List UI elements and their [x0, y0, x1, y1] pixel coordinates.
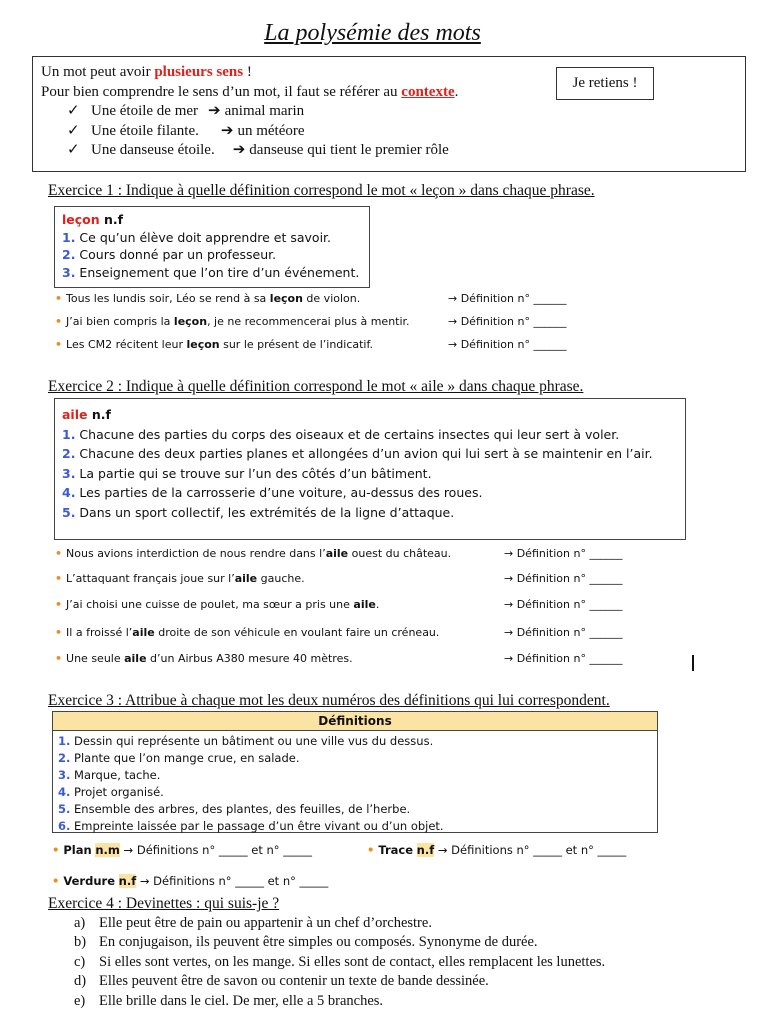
target-word: aile: [353, 598, 376, 611]
bullet-icon: •: [55, 315, 63, 328]
definition-line: [62, 464, 685, 484]
lesson-text: Pour bien comprendre le sens d’un mot, il faut se référer au: [41, 83, 402, 100]
example-left: Une étoile filante.: [91, 122, 199, 139]
item-text: En conjugaison, ils peuvent être simples ou composés. Synonyme de durée.: [99, 934, 538, 951]
item-letter: a): [74, 915, 86, 931]
definition-header: [62, 405, 685, 425]
lesson-emphasis: plusieurs sens: [154, 64, 244, 80]
part-of-speech: n.f: [118, 874, 137, 888]
bullet-icon: •: [55, 547, 63, 560]
answer-blank: → Définitions n° _____ et n° _____: [136, 874, 329, 888]
definition-text: Projet organisé.: [70, 785, 164, 799]
exercise-3-title: Exercice 3 : Attribue à chaque mot les deux numéros des définitions qui lui correspondent.: [48, 692, 610, 709]
part-of-speech: n.f: [99, 212, 124, 227]
target-word: aile: [325, 547, 349, 560]
definition-text: Plante que l’on mange crue, en salade.: [70, 751, 300, 765]
definition-number: 2.: [62, 446, 76, 461]
part-of-speech: n.m: [95, 843, 120, 857]
target-word: Plan: [63, 843, 92, 857]
arrow-right-icon: ➔: [232, 142, 246, 158]
bullet-icon: •: [55, 338, 63, 351]
definition-number: 3.: [62, 264, 76, 280]
sentence-text: L’attaquant français joue sur l’: [66, 572, 235, 585]
table-row: [58, 750, 657, 767]
answer-blank: → Définitions n° _____ et n° _____: [119, 843, 312, 857]
definition-text: Dans un sport collectif, les extrémités de la ligne d’attaque.: [75, 504, 455, 520]
answer-blank: → Définition n° ______: [504, 572, 623, 585]
exercise-2-sentence: [55, 626, 439, 639]
list-item: [74, 972, 605, 991]
table-row: [58, 784, 657, 801]
bullet-icon: •: [55, 292, 63, 305]
lesson-text: .: [454, 83, 459, 100]
sentence-text: sur le présent de l’indicatif.: [219, 338, 374, 351]
lesson-text: !: [243, 64, 252, 80]
target-word: leçon: [173, 315, 208, 328]
exercise-2-definition-box: [54, 398, 686, 540]
answer-blank: → Définitions n° _____ et n° _____: [434, 843, 627, 857]
definition-number: 1.: [58, 734, 71, 748]
list-item: [74, 953, 605, 972]
definition-text: La partie qui se trouve sur l’un des côtés d’un bâtiment.: [75, 465, 432, 481]
answer-blank: → Définition n° ______: [448, 338, 567, 351]
item-letter: c): [74, 953, 86, 970]
definition-text: Ensemble des arbres, des plantes, des feuilles, de l’herbe.: [70, 802, 411, 816]
definition-line: [62, 425, 685, 445]
target-word: Trace: [378, 843, 413, 857]
lesson-example: [41, 141, 745, 161]
item-letter: e): [74, 992, 86, 1009]
definition-number: 5.: [58, 802, 71, 816]
exercise-4-title: Exercice 4 : Devinettes : qui suis-je ?: [48, 895, 280, 912]
answer-blank: → Définition n° ______: [504, 652, 623, 665]
list-item: [74, 992, 605, 1011]
sentence-text: Tous les lundis soir, Léo se rend à sa: [66, 292, 270, 305]
bullet-icon: •: [55, 572, 63, 585]
definition-number: 3.: [62, 465, 76, 481]
bullet-icon: •: [55, 626, 63, 639]
exercise-2-sentence: [55, 652, 353, 665]
target-word: aile: [124, 652, 147, 665]
sentence-text: Il a froissé l’: [66, 626, 133, 639]
exercise-2-sentence: [55, 572, 305, 585]
target-word: leçon: [186, 338, 220, 351]
answer-blank: → Définition n° ______: [504, 598, 623, 611]
definition-header: [62, 211, 369, 229]
sentence-text: .: [375, 598, 380, 611]
definition-text: Cours donné par un professeur.: [75, 247, 277, 262]
exercise-1-definition-box: [54, 206, 370, 288]
table-row: [58, 767, 657, 784]
example-right: animal marin: [224, 103, 305, 119]
check-icon: ✓: [67, 122, 80, 139]
part-of-speech: n.f: [416, 843, 435, 857]
sentence-text: droite de son véhicule en voulant faire un créneau.: [154, 626, 440, 639]
sentence-text: gauche.: [257, 572, 305, 585]
item-text: Elles peuvent être de savon ou contenir un texte de bande dessinée.: [99, 973, 489, 990]
defined-word: aile: [62, 407, 88, 422]
definition-text: Marque, tache.: [70, 768, 161, 782]
word-plan: [52, 843, 312, 857]
exercise-1-sentence: [55, 292, 360, 305]
definition-number: 2.: [62, 247, 76, 262]
definition-line: [62, 246, 369, 264]
bullet-icon: •: [52, 843, 60, 857]
example-left: Une danseuse étoile.: [91, 142, 215, 158]
sentence-text: Une seule: [66, 652, 125, 665]
page-title: La polysémie des mots: [264, 20, 481, 46]
bullet-icon: •: [367, 843, 375, 857]
definition-text: Chacune des parties du corps des oiseaux et de certains insectes qui leur sert à voler.: [75, 426, 620, 442]
lesson-text: Un mot peut avoir: [41, 64, 155, 80]
sentence-text: de violon.: [302, 292, 361, 305]
target-word: aile: [132, 626, 155, 639]
definition-text: Empreinte laissée par le passage d’un être vivant ou d’un objet.: [70, 819, 444, 833]
check-icon: ✓: [67, 142, 80, 158]
sentence-text: d’un Airbus A380 mesure 40 mètres.: [146, 652, 353, 665]
list-item: [74, 914, 605, 933]
definition-line: [62, 264, 369, 282]
bullet-icon: •: [52, 874, 60, 888]
sentence-text: Nous avions interdiction de nous rendre dans l’: [66, 547, 326, 560]
exercise-2-title: Exercice 2 : Indique à quelle définition correspond le mot « aile » dans chaque phrase.: [48, 378, 584, 395]
target-word: leçon: [269, 292, 303, 305]
definition-text: Dessin qui représente un bâtiment ou une ville vus du dessus.: [70, 734, 434, 748]
answer-blank: → Définition n° ______: [504, 626, 623, 639]
exercise-1-title: Exercice 1 : Indique à quelle définition correspond le mot « leçon » dans chaque phrase.: [48, 182, 595, 199]
part-of-speech: n.f: [87, 407, 111, 422]
definition-line: [62, 444, 685, 464]
definition-text: Enseignement que l’on tire d’un événement.: [75, 264, 360, 280]
definition-text: Ce qu’un élève doit apprendre et savoir.: [75, 229, 332, 245]
bullet-icon: •: [55, 598, 63, 611]
definition-number: 1.: [62, 426, 76, 442]
item-text: Si elles sont vertes, on les mange. Si elles sont de contact, elles remplacent les lunettes.: [99, 953, 606, 970]
word-trace: [367, 843, 626, 857]
text-cursor: [692, 655, 694, 671]
je-retiens-badge: Je retiens !: [556, 67, 654, 100]
item-letter: b): [74, 934, 87, 951]
target-word: aile: [234, 572, 258, 585]
definition-number: 1.: [62, 229, 76, 245]
definition-text: Chacune des deux parties planes et allongées d’un avion qui lui sert à se maintenir en l’air.: [75, 446, 653, 461]
lesson-emphasis: contexte: [401, 83, 455, 100]
arrow-right-icon: ➔: [208, 103, 221, 119]
lesson-example: [41, 102, 745, 122]
target-word: Verdure: [63, 874, 115, 888]
table-row: [58, 801, 657, 818]
table-row: [58, 733, 657, 750]
sentence-text: ouest du château.: [348, 547, 452, 560]
definitions-table: [52, 711, 658, 833]
arrow-right-icon: ➔: [220, 122, 234, 139]
word-verdure: [52, 874, 328, 888]
definition-line: [62, 503, 685, 523]
definition-line: [62, 229, 369, 247]
check-icon: ✓: [67, 103, 80, 119]
item-text: Elle brille dans le ciel. De mer, elle a 5 branches.: [99, 992, 384, 1009]
example-right: danseuse qui tient le premier rôle: [249, 142, 449, 158]
list-item: [74, 933, 605, 952]
definition-number: 2.: [58, 751, 71, 765]
riddle-list: [74, 914, 605, 1011]
table-header: Définitions: [53, 712, 657, 731]
defined-word: leçon: [62, 212, 100, 227]
definition-number: 3.: [58, 768, 71, 782]
exercise-1-sentence: [55, 315, 410, 328]
definition-number: 6.: [58, 819, 71, 833]
definition-text: Les parties de la carrosserie d’une voiture, au-dessus des roues.: [75, 485, 483, 500]
answer-blank: → Définition n° ______: [504, 547, 623, 560]
item-letter: d): [74, 973, 87, 990]
exercise-2-sentence: [55, 598, 379, 611]
example-left: Une étoile de mer: [91, 103, 199, 119]
definition-number: 4.: [62, 485, 76, 500]
exercise-2-sentence: [55, 547, 451, 560]
definition-line: [62, 483, 685, 503]
table-row: [58, 818, 657, 835]
item-text: Elle peut être de pain ou appartenir à un chef d’orchestre.: [99, 915, 432, 931]
exercise-1-sentence: [55, 338, 373, 351]
sentence-text: Les CM2 récitent leur: [66, 338, 187, 351]
sentence-text: J’ai bien compris la: [66, 315, 174, 328]
answer-blank: → Définition n° ______: [448, 315, 567, 328]
definition-number: 4.: [58, 785, 71, 799]
lesson-example: [41, 122, 745, 142]
sentence-text: J’ai choisi une cuisse de poulet, ma sœur a pris une: [66, 598, 354, 611]
bullet-icon: •: [55, 652, 63, 665]
answer-blank: → Définition n° ______: [448, 292, 567, 305]
example-right: un météore: [237, 122, 305, 139]
sentence-text: , je ne recommencerai plus à mentir.: [207, 315, 410, 328]
definition-number: 5.: [62, 504, 76, 520]
